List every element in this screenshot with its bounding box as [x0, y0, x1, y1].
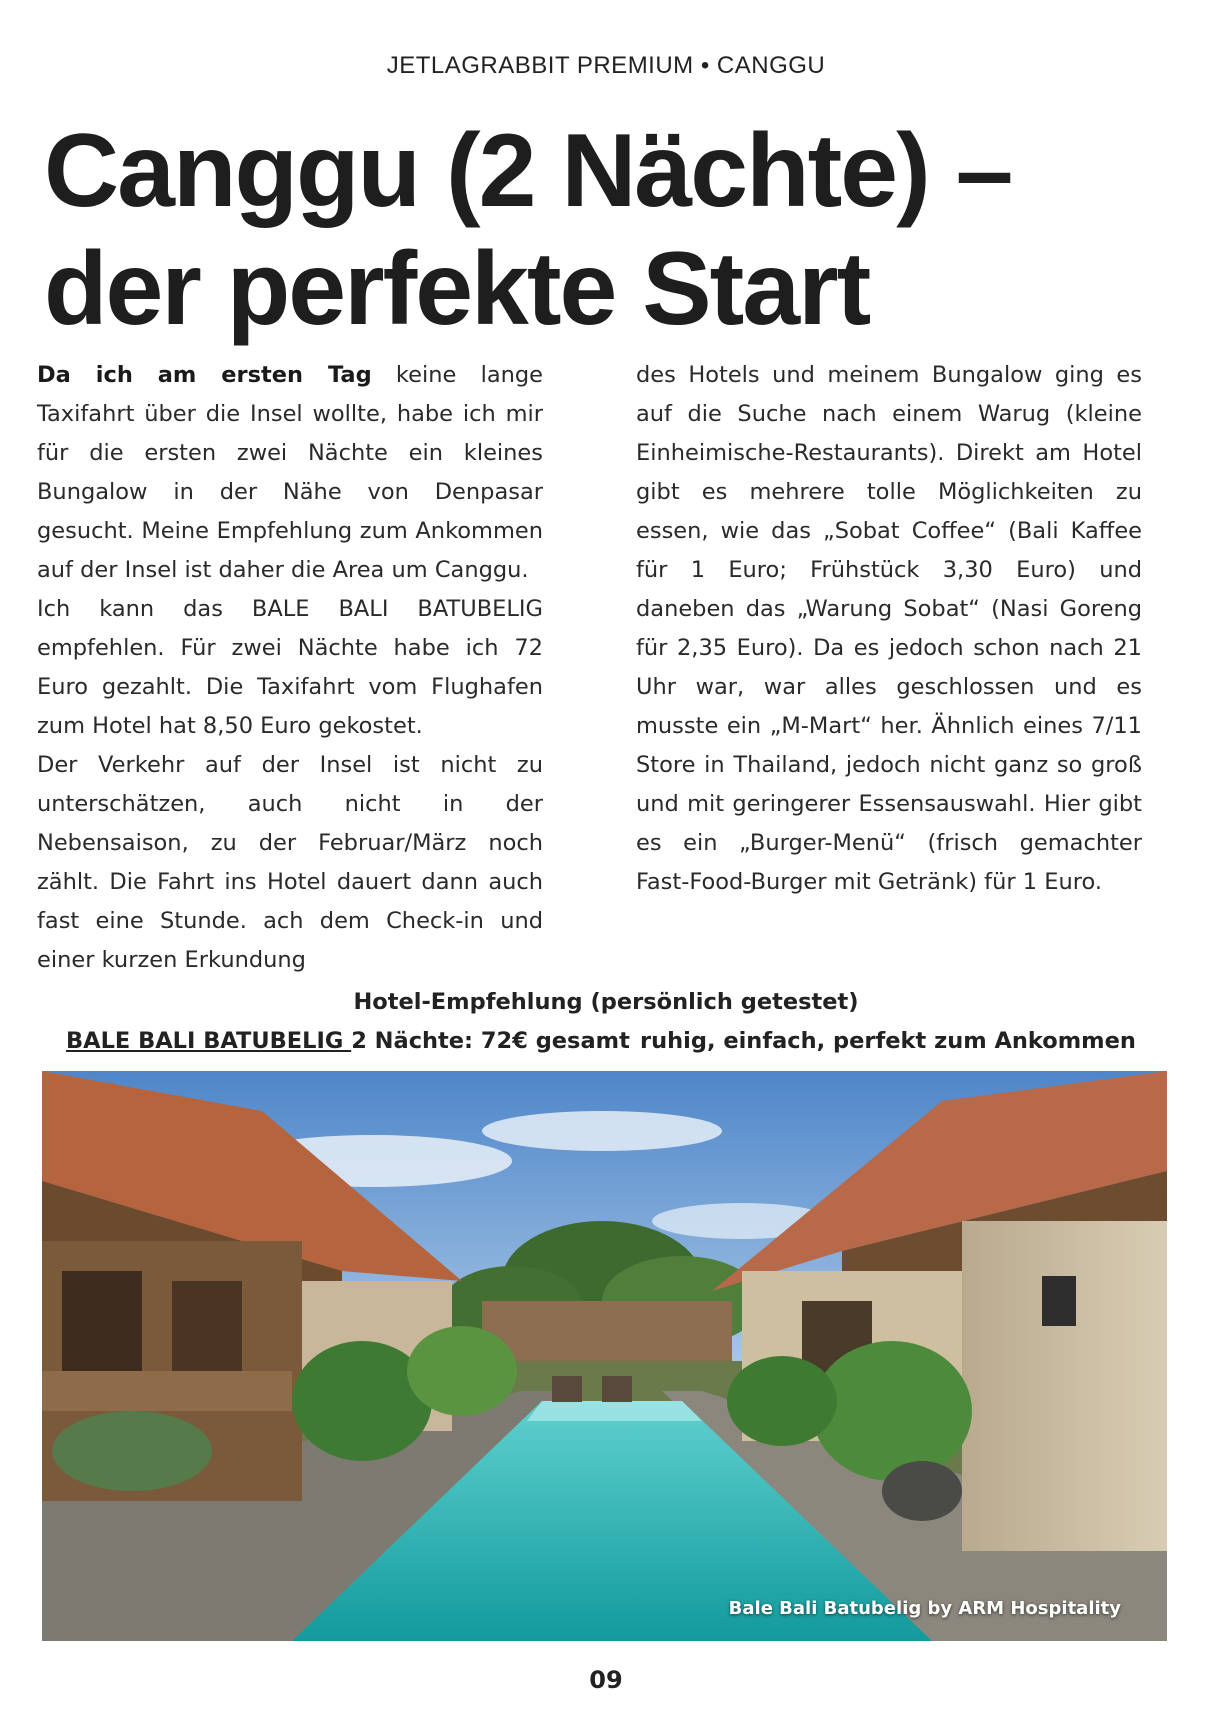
hotel-pool-illustration	[42, 1071, 1167, 1641]
paragraph-food: des Hotels und meinem Bungalow ging es auf die Suche nach einem Warug (kleine Einheimische-Restaurants). Direkt am Hotel gibt es mehrere tolle Möglichkeiten zu essen, wie das „Sobat Coffee“ (Bali Kaffee für 1 Euro; Frühstück 3,30 Euro) und daneben das „Warung Sobat“ (Nasi Goreng für 2,35 Euro). Da es jedoch schon nach 21 Uhr war, war alles geschlossen und es musste ein „M-Mart“ her. Ähnlich eines 7/11 Store in Thailand, jedoch nicht ganz so groß und mit geringerer Essensauswahl. Hier gibt es ein „Burger-Menü“ (frisch gemachter Fast-Food-Burger mit Getränk) für 1 Euro.	[636, 362, 1142, 895]
hotel-photo	[42, 1071, 1167, 1641]
headline-line-1: Canggu (2 Nächte) –	[44, 113, 1012, 229]
section-kicker: JETLAGRABBIT PREMIUM • CANGGU	[386, 52, 826, 79]
article-column-left	[37, 356, 543, 980]
hotel-recommendation-title: Hotel-Empfehlung (persönlich getestet)	[353, 989, 859, 1015]
hotel-name-link[interactable]: BALE BALI BATUBELIG	[66, 1028, 352, 1054]
article-headline	[44, 112, 1164, 348]
paragraph-lead-bold: Da ich am ersten Tag	[37, 362, 372, 388]
paragraph-intro	[37, 356, 543, 590]
photo-caption: Bale Bali Batubelig by ARM Hospitality	[728, 1598, 1121, 1619]
headline-line-2: der perfekte Start	[44, 231, 870, 347]
hotel-recommendation-line	[66, 1028, 1166, 1054]
article-column-right	[636, 356, 1142, 902]
hotel-tagline: ruhig, einfach, perfekt zum Ankommen	[640, 1028, 1136, 1054]
page-number: 09	[589, 1666, 623, 1694]
paragraph-traffic: Der Verkehr auf der Insel ist nicht zu unterschätzen, auch nicht in der Nebensaison, zu der Februar/März noch zählt. Die Fahrt ins Hotel dauert dann auch fast eine Stunde. ach dem Check-in und einer kurzen Erkundung	[37, 752, 543, 973]
hotel-price: 2 Nächte: 72€ gesamt	[351, 1028, 630, 1054]
paragraph-intro-text: keine lange Taxifahrt über die Insel wollte, habe ich mir für die ersten zwei Nächte ein kleines Bungalow in der Nähe von Denpasar gesucht. Meine Empfehlung zum Ankommen auf der Insel ist daher die Area um Canggu.	[37, 362, 543, 583]
paragraph-hotel: Ich kann das BALE BALI BATUBELIG empfehlen. Für zwei Nächte habe ich 72 Euro gezahlt. Die Taxifahrt vom Flughafen zum Hotel hat 8,50 Euro gekostet.	[37, 596, 543, 739]
